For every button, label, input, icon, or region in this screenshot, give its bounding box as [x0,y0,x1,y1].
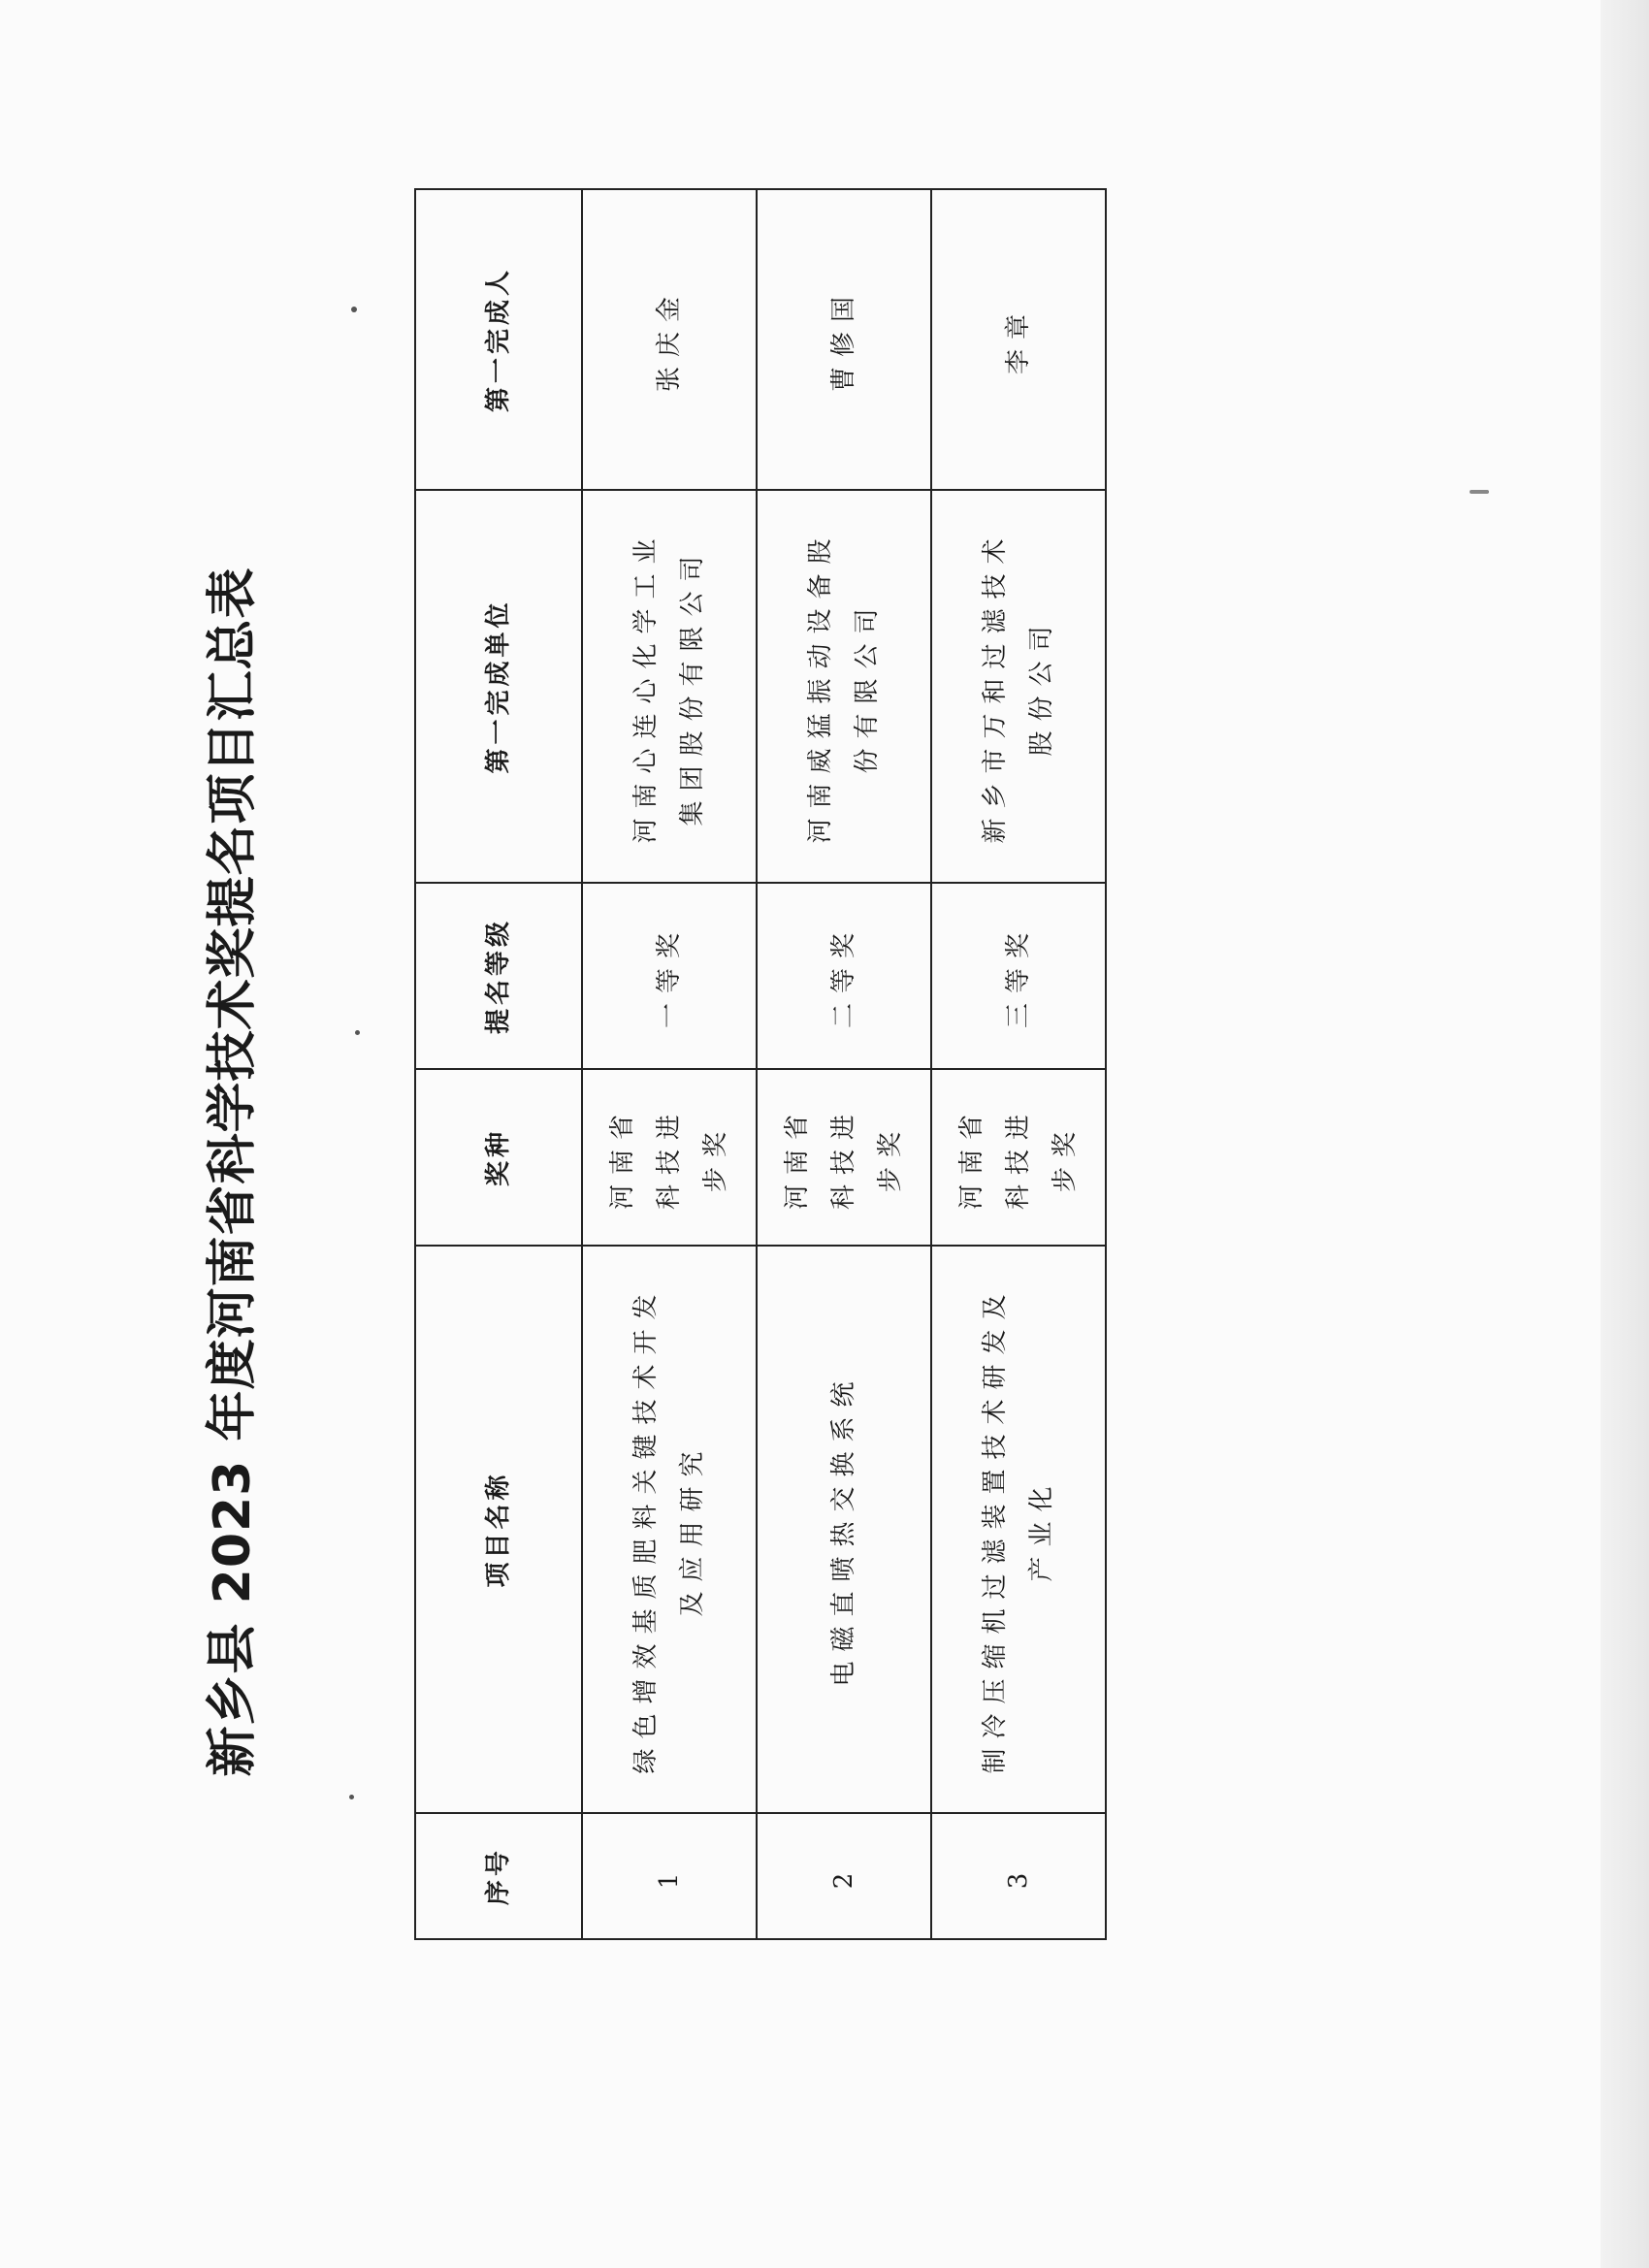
header-seq: 序号 [415,1813,582,1939]
cell-seq: 1 [582,1813,757,1939]
header-first-unit: 第一完成单位 [415,490,582,883]
cell-project-name: 绿色增效基质肥料关键技术开发及应用研究 [582,1246,757,1813]
cell-award-type: 河南省科技进步奖 [931,1069,1106,1246]
cell-first-person: 曹修国 [757,189,931,490]
scanned-page-edge [1600,0,1649,2268]
header-award-type: 奖种 [415,1069,582,1246]
cell-first-unit: 河南心连心化学工业集团股份有限公司 [582,490,757,883]
table-row [931,189,1106,1939]
scan-speck [1470,490,1489,494]
cell-nomination-level: 一等奖 [582,883,757,1069]
cell-first-unit: 河南威猛振动设备股份有限公司 [757,490,931,883]
cell-seq: 2 [757,1813,931,1939]
nomination-summary-table [414,188,1107,1940]
header-nomination-level: 提名等级 [415,883,582,1069]
header-first-person: 第一完成人 [415,189,582,490]
cell-seq: 3 [931,1813,1106,1939]
cell-project-name: 制冷压缩机过滤装置技术研发及产业化 [931,1246,1106,1813]
cell-award-type: 河南省科技进步奖 [757,1069,931,1246]
table-row [582,189,757,1939]
document-title: 新乡县 2023 年度河南省科学技术奖提名项目汇总表 [204,567,262,1777]
cell-award-type: 河南省科技进步奖 [582,1069,757,1246]
table-header-row [415,189,582,1939]
table-row [757,189,931,1939]
cell-nomination-level: 三等奖 [931,883,1106,1069]
cell-first-person: 张庆金 [582,189,757,490]
header-project-name: 项目名称 [415,1246,582,1813]
rotated-document-sheet [175,267,1339,2072]
cell-first-person: 李章 [931,189,1106,490]
cell-nomination-level: 二等奖 [757,883,931,1069]
cell-first-unit: 新乡市万和过滤技术股份公司 [931,490,1106,883]
cell-project-name: 电磁直喷热交换系统 [757,1246,931,1813]
